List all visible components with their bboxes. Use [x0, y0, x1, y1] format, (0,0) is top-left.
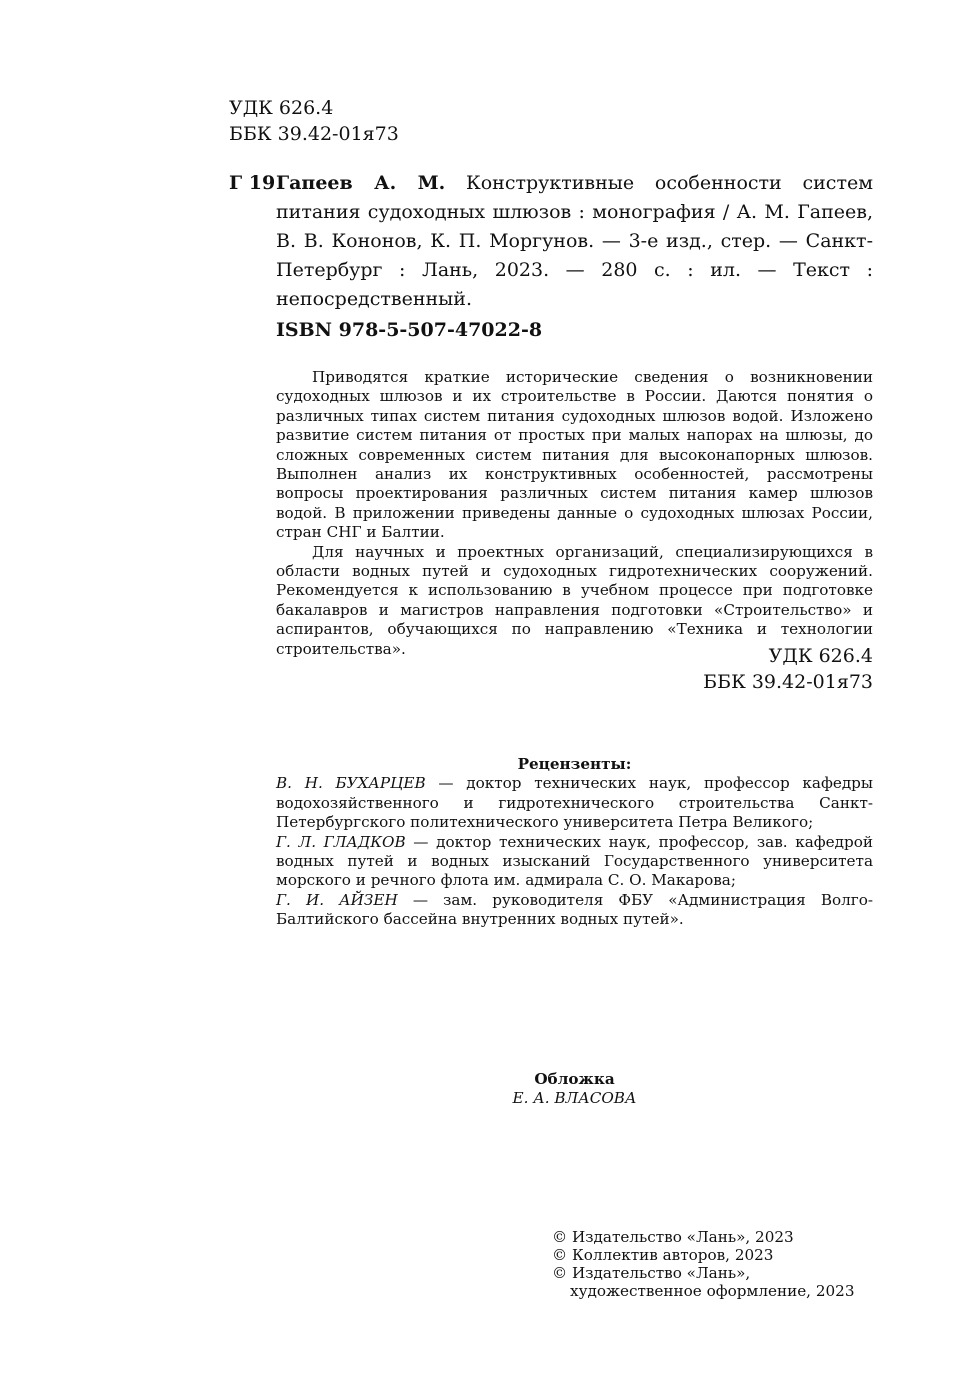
reviewer-entry — [276, 891, 873, 930]
reviewer-desc: — доктор технических наук, профессор кафедры водохозяйственного и гидротехнического строительства Санкт-Петербургского политехнического университета Петра Великого; — [276, 774, 873, 832]
citation-author: Гапеев А. М. — [276, 172, 446, 194]
cover-credit — [276, 1070, 873, 1108]
abstract-paragraph: Для научных и проектных организаций, специализирующихся в области водных путей и судоходных гидротехнических сооружений. Рекомендуется к использованию в учебном процессе при подготовке бакалавров и магистров направления подготовки «Строительство» и аспирантов, обучающихся по направлению «Техника и технологии строительства». — [276, 542, 873, 658]
udk-code: УДК 626.4 — [229, 97, 334, 119]
copyright-line: © Издательство «Лань», — [552, 1264, 751, 1282]
cover-designer: Е. А. ВЛАСОВА — [512, 1089, 637, 1107]
reviewer-desc: — доктор технических наук, профессор, зав. кафедрой водных путей и водных изысканий Государственного университета морского и речного флота им. адмирала С. О. Макарова; — [276, 832, 873, 890]
abstract-paragraph: Приводятся краткие исторические сведения о возникновении судоходных шлюзов и их строительстве в России. Даются понятия о различных типах систем питания судоходных шлюзов водой. Изложено развитие систем питания от простых при малых напорах на шлюзы, до сложных современных систем питания для высоконапорных шлюзов. Выполнен анализ их конструктивных особенностей, рассмотрены вопросы проектирования различных систем питания камер шлюзов водой. В приложении приведены данные о судоходных шлюзах России, стран СНГ и Балтии. — [276, 368, 873, 542]
reviewer-name: В. Н. БУХАРЦЕВ — [276, 774, 426, 793]
cover-label: Обложка — [534, 1070, 615, 1088]
reviewer-desc: — зам. руководителя ФБУ «Администрация Волго-Балтийского бассейна внутренних водных путей». — [276, 890, 874, 929]
copyright-block — [552, 1228, 855, 1300]
isbn: ISBN 978-5-507-47022-8 — [276, 319, 543, 341]
udk-block-top — [229, 95, 399, 147]
bibliographic-citation — [276, 169, 873, 314]
reviewers-block — [276, 755, 873, 930]
reviewers-heading: Рецензенты: — [517, 755, 632, 773]
reviewer-entry — [276, 833, 873, 891]
udk-code: УДК 626.4 — [768, 645, 873, 667]
reviewer-name: Г. И. АЙЗЕН — [276, 890, 398, 909]
author-mark: Г 19 — [229, 172, 276, 194]
abstract — [276, 368, 873, 659]
copyright-line: художественное оформление, 2023 — [570, 1282, 855, 1300]
reviewer-entry — [276, 774, 873, 832]
bbk-code: ББК 39.42-01я73 — [229, 123, 399, 145]
copyright-line: © Коллектив авторов, 2023 — [552, 1246, 774, 1264]
copyright-line: © Издательство «Лань», 2023 — [552, 1228, 794, 1246]
udk-block-bottom — [600, 643, 873, 695]
citation-text: Конструктивные особенности систем питания судоходных шлюзов : монография / А. М. Гапеев, В. В. Кононов, К. П. Моргунов. — 3-е изд., стер. — Санкт-Петербург : Лань, 2023. — 280 с. : ил. — Текст : непосредственный. — [276, 172, 873, 310]
reviewer-name: Г. Л. ГЛАДКОВ — [276, 832, 406, 851]
bbk-code: ББК 39.42-01я73 — [703, 671, 873, 693]
